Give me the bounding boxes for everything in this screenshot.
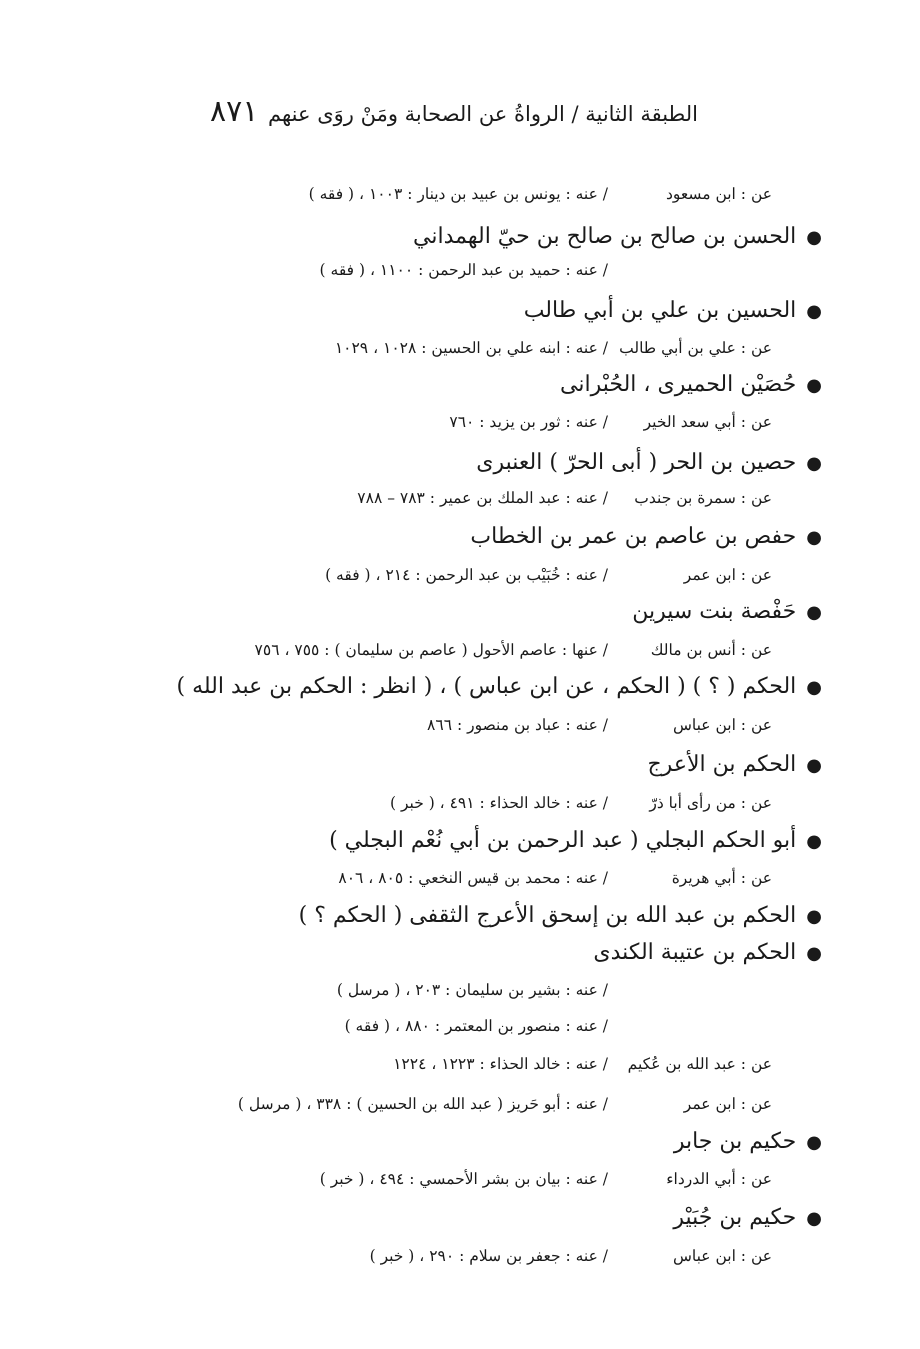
bullet-icon: ● — [806, 906, 822, 927]
narrated-from: عن : أبي هريرة — [671, 869, 772, 887]
bullet-icon: ● — [806, 677, 822, 698]
narrated-from: عن : ابن عمر — [683, 566, 772, 584]
narrated-from: عن : ابن مسعود — [666, 185, 772, 203]
narrated-by: / عنه : منصور بن المعتمر : ٨٨٠ ، ( فقه ) — [344, 1017, 608, 1035]
narrator-entry — [470, 524, 822, 549]
narrated-by: / عنه : جعفر بن سلام : ٢٩٠ ، ( خبر ) — [369, 1247, 608, 1265]
running-header: الطبقة الثانية / الرواةُ عن الصحابة ومَنْ روَى عنهم — [268, 102, 698, 126]
narrator-name: الحكم بن عتيبة الكندى — [593, 940, 797, 965]
narrated-by: / عنه : يونس بن عبيد بن دينار : ١٠٠٣ ، ( فقه ) — [308, 185, 608, 203]
narrator-entry — [673, 1205, 822, 1230]
narrator-entry — [329, 828, 822, 853]
narrated-from: عن : أنس بن مالك — [650, 641, 772, 659]
narrator-entry — [632, 599, 822, 624]
narrated-by: / عنه : خالد الحذاء : ١٢٢٣ ، ١٢٢٤ — [393, 1055, 608, 1073]
narrated-by: / عنه : بيان بن بشر الأحمسي : ٤٩٤ ، ( خبر ) — [319, 1170, 608, 1188]
narrated-by: / عنه : ابنه علي بن الحسين : ١٠٢٨ ، ١٠٢٩ — [334, 339, 608, 357]
narrated-from: عن : سمرة بن جندب — [634, 489, 772, 507]
narrated-from: عن : علي بن أبي طالب — [619, 339, 772, 357]
narrated-by: / عنه : محمد بن قيس النخعي : ٨٠٥ ، ٨٠٦ — [338, 869, 608, 887]
bullet-icon: ● — [806, 375, 822, 396]
narrated-by: / عنه : خُبَيْب بن عبد الرحمن : ٢١٤ ، ( فقه ) — [325, 566, 608, 584]
narrated-by: / عنه : أبو حَريز ( عبد الله بن الحسين ) : ٣٣٨ ، ( مرسل ) — [237, 1095, 608, 1113]
narrator-name: أبو الحكم البجلي ( عبد الرحمن بن أبي نُعْم البجلي ) — [329, 828, 797, 853]
bullet-icon: ● — [806, 527, 822, 548]
narrated-from: عن : ابن عباس — [672, 1247, 772, 1265]
bullet-icon: ● — [806, 943, 822, 964]
narrated-from: عن : ابن عمر — [683, 1095, 772, 1113]
narrator-entry — [299, 903, 822, 928]
narrator-entry — [647, 752, 822, 777]
narrator-name: حكيم بن جابر — [673, 1129, 797, 1154]
narrated-by: / عنه : بشير بن سليمان : ٢٠٣ ، ( مرسل ) — [336, 981, 608, 999]
narrated-by: / عنها : عاصم الأحول ( عاصم بن سليمان ) : ٧٥٥ ، ٧٥٦ — [254, 641, 608, 659]
narrated-by: / عنه : عباد بن منصور : ٨٦٦ — [427, 716, 608, 734]
narrator-name: حفص بن عاصم بن عمر بن الخطاب — [470, 524, 797, 549]
narrator-name: الحكم ( ؟ ) ( الحكم ، عن ابن عباس ) ، ( انظر : الحكم بن عبد الله ) — [176, 674, 797, 699]
page-number: ٨٧١ — [210, 94, 259, 129]
narrated-from: عن : عبد الله بن عُكيم — [627, 1055, 772, 1073]
narrator-entry — [593, 940, 822, 965]
narrator-name: حصين بن الحر ( أبى الحرّ ) العنبرى — [476, 450, 797, 475]
bullet-icon: ● — [806, 831, 822, 852]
narrator-entry — [177, 674, 822, 699]
narrator-entry — [476, 450, 822, 475]
narrator-entry — [524, 298, 822, 323]
narrator-entry — [413, 224, 822, 249]
narrated-from: عن : أبي سعد الخير — [643, 413, 772, 431]
bullet-icon: ● — [806, 1208, 822, 1229]
narrator-entry — [560, 372, 822, 397]
narrated-by: / عنه : عبد الملك بن عمير : ٧٨٣ – ٧٨٨ — [357, 489, 608, 507]
narrator-name: الحكم بن عبد الله بن إسحق الأعرج الثقفى ( الحكم ؟ ) — [298, 903, 797, 928]
bullet-icon: ● — [806, 755, 822, 776]
narrated-from: عن : من رأى أبا ذرّ — [649, 794, 772, 812]
narrated-from: عن : أبي الدرداء — [666, 1170, 772, 1188]
bullet-icon: ● — [806, 602, 822, 623]
narrator-name: الحسين بن علي بن أبي طالب — [523, 298, 797, 323]
narrator-name: الحكم بن الأعرج — [647, 752, 797, 777]
bullet-icon: ● — [806, 301, 822, 322]
bullet-icon: ● — [806, 1132, 822, 1153]
narrated-from: عن : ابن عباس — [672, 716, 772, 734]
narrator-entry — [674, 1129, 822, 1154]
narrator-name: حكيم بن جُبَيْر — [673, 1205, 797, 1230]
bullet-icon: ● — [806, 453, 822, 474]
narrated-by: / عنه : خالد الحذاء : ٤٩١ ، ( خبر ) — [389, 794, 608, 812]
bullet-icon: ● — [806, 227, 822, 248]
narrator-name: الحسن بن صالح بن صالح بن حيّ الهمداني — [413, 224, 797, 249]
narrated-by: / عنه : ثور بن يزيد : ٧٦٠ — [449, 413, 608, 431]
narrator-name: حُصَيْن الحميرى ، الحُبْرانى — [560, 372, 797, 397]
narrator-name: حَفْصة بنت سيرين — [632, 599, 797, 624]
narrated-by: / عنه : حميد بن عبد الرحمن : ١١٠٠ ، ( فقه ) — [319, 261, 608, 279]
